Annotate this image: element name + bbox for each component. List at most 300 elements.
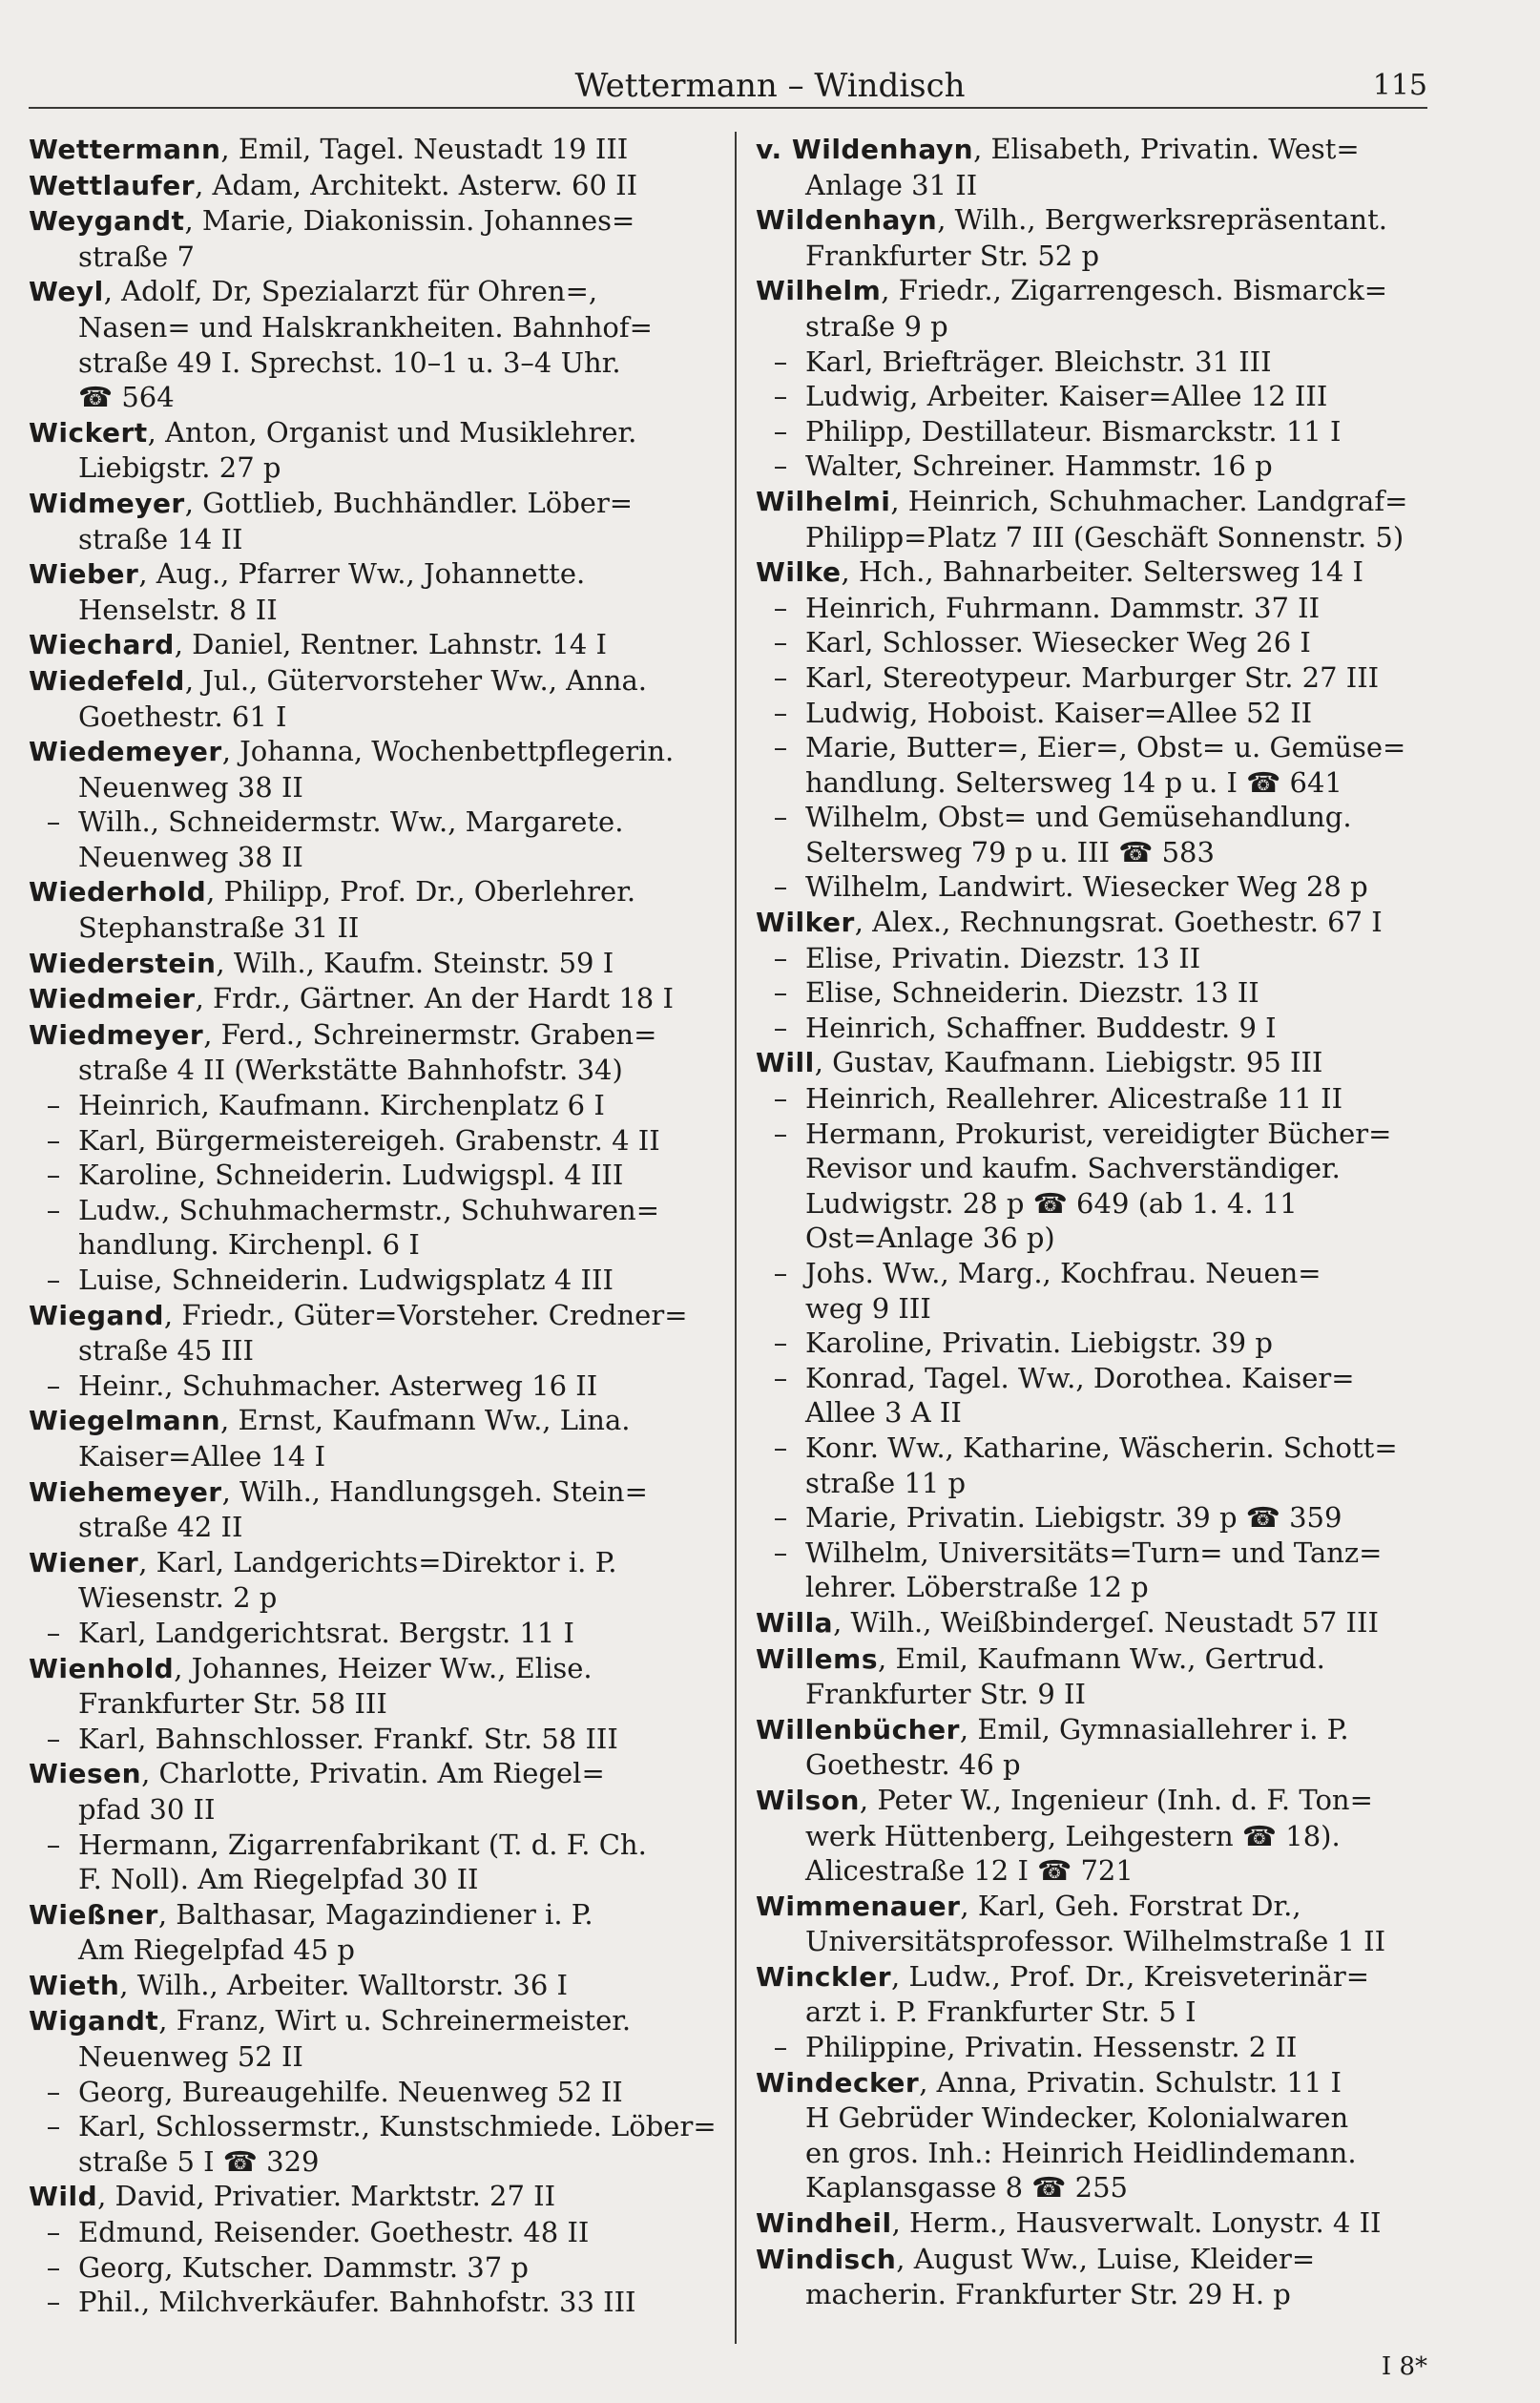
entry-text: Philippine, Privatin. Hessenstr. 2 II — [805, 2031, 1298, 2064]
entry-continuation — [29, 1686, 739, 1722]
entry-text: , Gottlieb, Buchhändler. Löber= — [184, 486, 634, 519]
directory-entry — [29, 486, 739, 522]
directory-subentry — [756, 2030, 1467, 2065]
entry-text: Ost=Anlage 36 p) — [805, 1222, 1055, 1255]
entry-text: Wiesenstr. 2 p — [78, 1581, 278, 1615]
entry-surname: Wiedefeld — [29, 664, 185, 697]
ditto-dash: – — [46, 1828, 61, 1861]
entry-surname: Wilson — [756, 1784, 860, 1816]
entry-text: , Daniel, Rentner. Lahnstr. 14 I — [174, 628, 607, 661]
entry-text: , August Ww., Luise, Kleider= — [896, 2242, 1316, 2275]
directory-subentry — [29, 2109, 739, 2144]
entry-text: handlung. Kirchenpl. 6 I — [78, 1228, 420, 1262]
entry-surname: Wiechard — [29, 629, 175, 661]
directory-subentry — [29, 1123, 739, 1159]
ditto-dash: – — [46, 805, 61, 839]
entry-text: , Jul., Gütervorsteher Ww., Anna. — [184, 663, 647, 697]
entry-text: Wilhelm, Universitäts=Turn= und Tanz= — [805, 1536, 1383, 1569]
directory-subentry — [29, 804, 739, 840]
entry-text: , Gustav, Kaufmann. Liebigstr. 95 III — [814, 1046, 1323, 1079]
entry-surname: Wilhelmi — [756, 485, 891, 517]
entry-text: Universitätsprofessor. Wilhelmstraße 1 II — [805, 1925, 1386, 1958]
entry-continuation — [756, 2170, 1467, 2205]
directory-subentry — [756, 414, 1467, 449]
ditto-dash: – — [46, 2110, 61, 2143]
entry-text: ☎ 564 — [78, 381, 175, 414]
entry-surname: Wiehemeyer — [29, 1475, 222, 1508]
ditto-dash: – — [773, 345, 788, 378]
entry-text: Phil., Milchverkäufer. Bahnhofstr. 33 III — [78, 2286, 636, 2319]
entry-continuation — [29, 1933, 739, 1968]
entry-continuation — [756, 2277, 1467, 2312]
ditto-dash: – — [773, 976, 788, 1010]
entry-text: , Wilh., Bergwerksrepräsentant. — [937, 203, 1387, 237]
entry-surname: Wiederhold — [29, 876, 207, 909]
entry-text: straße 49 I. Sprechst. 10–1 u. 3–4 Uhr. — [78, 345, 621, 379]
entry-continuation — [756, 309, 1467, 345]
entry-text: Wilhelm, Landwirt. Wiesecker Weg 28 p — [805, 870, 1368, 904]
ditto-dash: – — [773, 380, 788, 413]
entry-text: Hermann, Prokurist, vereidigter Bücher= — [805, 1117, 1392, 1150]
ditto-dash: – — [773, 1431, 788, 1464]
entry-text: Konrad, Tagel. Ww., Dorothea. Kaiser= — [805, 1361, 1355, 1394]
ditto-dash: – — [773, 941, 788, 974]
entry-continuation — [756, 1186, 1467, 1222]
entry-text: , Balthasar, Magazindiener i. P. — [157, 1897, 593, 1931]
directory-subentry — [756, 379, 1467, 414]
entry-continuation — [29, 1053, 739, 1088]
entry-text: Johs. Ww., Marg., Kochfrau. Neuen= — [805, 1257, 1321, 1289]
entry-surname: Winckler — [756, 1960, 892, 1993]
directory-entry — [29, 734, 739, 770]
entry-text: Karl, Bahnschlosser. Frankf. Str. 58 III — [78, 1722, 618, 1755]
entry-text: straße 4 II (Werkstätte Bahnhofstr. 34) — [78, 1054, 623, 1087]
entry-surname: Wild — [29, 2181, 98, 2213]
entry-text: Karl, Schlossermstr., Kunstschmiede. Löber= — [78, 2110, 717, 2143]
entry-text: Ludwigstr. 28 p ☎ 649 (ab 1. 4. 11 — [805, 1186, 1298, 1220]
entry-text: , Wilh., Arbeiter. Walltorstr. 36 I — [119, 1968, 568, 2001]
directory-subentry — [756, 696, 1467, 731]
entry-text: Georg, Kutscher. Dammstr. 37 p — [78, 2250, 529, 2284]
entry-text: Heinrich, Reallehrer. Alicestraße 11 II — [805, 1082, 1343, 1116]
entry-surname: Windecker — [756, 2066, 920, 2099]
entry-text: , Alex., Rechnungsrat. Goethestr. 67 I — [854, 906, 1383, 939]
entry-text: straße 9 p — [805, 309, 948, 343]
entry-surname: Widmeyer — [29, 487, 185, 519]
entry-text: Karl, Schlosser. Wiesecker Weg 26 I — [805, 626, 1311, 659]
entry-continuation — [29, 2039, 739, 2075]
ditto-dash: – — [773, 1082, 788, 1116]
entry-text: Am Riegelpfad 45 p — [78, 1933, 355, 1967]
entry-text: , Hch., Bahnarbeiter. Seltersweg 14 I — [841, 555, 1363, 589]
entry-continuation — [756, 1853, 1467, 1889]
entry-text: pfad 30 II — [78, 1792, 216, 1826]
entry-text: Neuenweg 38 II — [78, 840, 303, 873]
entry-text: Philipp, Destillateur. Bismarckstr. 11 I — [805, 414, 1342, 448]
ditto-dash: – — [773, 1257, 788, 1289]
directory-entry — [29, 1968, 739, 2004]
directory-entry — [29, 946, 739, 982]
directory-entry — [29, 203, 739, 240]
entry-continuation — [29, 1862, 739, 1897]
directory-subentry — [29, 2215, 739, 2250]
entry-text: handlung. Seltersweg 14 p u. I ☎ 641 — [805, 765, 1342, 799]
directory-subentry — [756, 800, 1467, 835]
entry-surname: Wiedmeyer — [29, 1018, 204, 1051]
entry-surname: Wildenhayn — [756, 204, 938, 237]
directory-entry — [29, 132, 739, 168]
entry-text: , Charlotte, Privatin. Am Riegel= — [141, 1757, 605, 1790]
directory-entry — [29, 1017, 739, 1054]
entry-text: Stephanstraße 31 II — [78, 911, 360, 945]
directory-subentry — [29, 1263, 739, 1298]
entry-continuation — [29, 910, 739, 946]
entry-text: Heinrich, Kaufmann. Kirchenplatz 6 I — [78, 1089, 605, 1122]
entry-text: , Ludw., Prof. Dr., Kreisveterinär= — [891, 1959, 1370, 1993]
directory-entry — [29, 1651, 739, 1687]
ditto-dash: – — [773, 591, 788, 624]
entry-text: Karl, Landgerichtsrat. Bergstr. 11 I — [78, 1616, 575, 1649]
entry-text: , Karl, Geh. Forstrat Dr., — [960, 1889, 1301, 1922]
entry-continuation — [29, 1439, 739, 1474]
entry-text: , Friedr., Güter=Vorsteher. Credner= — [163, 1298, 688, 1331]
entry-continuation — [756, 2100, 1467, 2136]
directory-subentry — [29, 1828, 739, 1863]
entry-surname: Weyl — [29, 276, 104, 308]
entry-text: Karl, Bürgermeistereigeh. Grabenstr. 4 II — [78, 1123, 660, 1157]
directory-entry — [756, 484, 1467, 520]
entry-text: , Peter W., Ingenieur (Inh. d. F. Ton= — [859, 1783, 1373, 1816]
entry-continuation — [29, 1333, 739, 1369]
entry-text: straße 45 III — [78, 1334, 254, 1368]
entry-text: Frankfurter Str. 9 II — [805, 1678, 1086, 1711]
directory-entry — [29, 1897, 739, 1933]
entry-text: Karoline, Schneiderin. Ludwigspl. 4 III — [78, 1159, 624, 1192]
directory-subentry — [756, 1500, 1467, 1536]
entry-text: Goethestr. 46 p — [805, 1748, 1021, 1782]
left-column — [29, 132, 739, 2320]
entry-surname: Wiedemeyer — [29, 736, 222, 768]
entry-surname: Weygandt — [29, 205, 185, 238]
entry-text: , Herm., Hausverwalt. Lonystr. 4 II — [891, 2206, 1382, 2240]
entry-text: , Anna, Privatin. Schulstr. 11 I — [919, 2065, 1342, 2099]
entry-continuation — [756, 1570, 1467, 1605]
directory-entry — [29, 1298, 739, 1334]
ditto-dash: – — [773, 1501, 788, 1535]
directory-entry — [29, 168, 739, 204]
entry-surname: Wettlaufer — [29, 169, 196, 201]
entry-text: straße 42 II — [78, 1511, 243, 1544]
entry-continuation — [756, 1747, 1467, 1783]
entry-text: werk Hüttenberg, Leihgestern ☎ 18). — [805, 1819, 1341, 1852]
entry-text: Philipp=Platz 7 III (Geschäft Sonnenstr. 5) — [805, 520, 1405, 554]
directory-entry — [29, 627, 739, 663]
entry-continuation — [29, 1580, 739, 1616]
directory-entry — [29, 415, 739, 451]
entry-continuation — [29, 240, 739, 275]
directory-entry — [756, 2205, 1467, 2242]
entry-text: , Heinrich, Schuhmacher. Landgraf= — [890, 484, 1408, 517]
entry-text: Alicestraße 12 I ☎ 721 — [805, 1854, 1134, 1888]
directory-subentry — [756, 1256, 1467, 1291]
entry-surname: Wickert — [29, 416, 148, 449]
directory-entry — [756, 1605, 1467, 1641]
entry-continuation — [29, 345, 739, 381]
entry-text: , Emil, Kaufmann Ww., Gertrud. — [878, 1641, 1325, 1675]
entry-text: , Wilh., Weißbindergeſ. Neustadt 57 III — [833, 1605, 1379, 1639]
ditto-dash: – — [773, 1327, 788, 1360]
directory-entry — [756, 2242, 1467, 2278]
entry-text: straße 5 I ☎ 329 — [78, 2144, 320, 2178]
directory-entry — [29, 1756, 739, 1792]
entry-text: Ludw., Schuhmachermstr., Schuhwaren= — [78, 1193, 660, 1226]
directory-subentry — [756, 975, 1467, 1011]
entry-text: Georg, Bureaugehilfe. Neuenweg 52 II — [78, 2075, 623, 2108]
entry-surname: Wieth — [29, 1969, 120, 2001]
directory-subentry — [29, 2250, 739, 2286]
entry-continuation — [29, 593, 739, 628]
entry-text: Karoline, Privatin. Liebigstr. 39 p — [805, 1327, 1273, 1360]
entry-surname: Wimmenauer — [756, 1890, 961, 1922]
directory-subentry — [756, 345, 1467, 380]
entry-text: , Johannes, Heizer Ww., Elise. — [174, 1651, 593, 1684]
entry-text: Goethestr. 61 I — [78, 700, 287, 733]
entry-text: , Franz, Wirt u. Schreinermeister. — [158, 2004, 632, 2037]
entry-surname: Wieber — [29, 558, 139, 591]
entry-continuation — [29, 310, 739, 345]
entry-continuation — [29, 2144, 739, 2180]
entry-text: straße 11 p — [805, 1466, 967, 1499]
entry-continuation — [756, 1924, 1467, 1959]
entry-text: , Adolf, Dr, Spezialarzt für Ohren=, — [103, 275, 598, 308]
directory-subentry — [29, 1158, 739, 1193]
ditto-dash: – — [46, 2250, 61, 2284]
entry-surname: Willa — [756, 1606, 834, 1639]
entry-text: , Emil, Tagel. Neustadt 19 III — [220, 133, 629, 165]
entry-continuation — [29, 450, 739, 486]
entry-text: Neuenweg 38 II — [78, 770, 303, 804]
directory-subentry — [29, 1722, 739, 1757]
ditto-dash: – — [773, 1011, 788, 1044]
entry-surname: Wiegelmann — [29, 1405, 221, 1437]
entry-surname: Wiener — [29, 1546, 139, 1578]
directory-entry — [756, 554, 1467, 591]
entry-text: , Wilh., Handlungsgeh. Stein= — [221, 1474, 648, 1508]
entry-surname: Wiegand — [29, 1299, 164, 1331]
directory-entry — [29, 874, 739, 910]
entry-text: weg 9 III — [805, 1291, 931, 1325]
entry-text: Wilhelm, Obst= und Gemüsehandlung. — [805, 801, 1352, 834]
entry-text: lehrer. Löberstraße 12 p — [805, 1571, 1149, 1604]
directory-entry — [756, 1641, 1467, 1678]
entry-surname: Wiesen — [29, 1758, 142, 1790]
directory-subentry — [756, 449, 1467, 484]
page-number: 115 — [1372, 69, 1427, 102]
directory-entry — [29, 1545, 739, 1581]
entry-text: , Emil, Gymnasiallehrer i. P. — [959, 1712, 1349, 1745]
directory-entry — [756, 1889, 1467, 1925]
directory-subentry — [29, 1088, 739, 1123]
directory-entry — [29, 1474, 739, 1511]
ditto-dash: – — [46, 1089, 61, 1122]
entry-continuation — [756, 239, 1467, 274]
entry-text: , Adam, Architekt. Asterw. 60 II — [195, 168, 638, 201]
entry-continuation — [29, 1792, 739, 1828]
directory-entry — [756, 202, 1467, 239]
ditto-dash: – — [46, 1193, 61, 1226]
column-divider — [735, 132, 737, 2344]
entry-text: Marie, Butter=, Eier=, Obst= u. Gemüse= — [805, 731, 1406, 764]
entry-text: , Elisabeth, Privatin. West= — [973, 133, 1360, 165]
directory-entry — [756, 2065, 1467, 2101]
entry-text: Heinr., Schuhmacher. Asterweg 16 II — [78, 1369, 598, 1402]
entry-text: macherin. Frankfurter Str. 29 H. p — [805, 2278, 1291, 2311]
directory-subentry — [29, 2075, 739, 2110]
entry-continuation — [756, 1221, 1467, 1256]
entry-surname: Wiederstein — [29, 947, 217, 979]
entry-surname: Will — [756, 1047, 815, 1079]
entry-continuation — [756, 1995, 1467, 2030]
entry-surname: Wienhold — [29, 1652, 175, 1684]
entry-text: , David, Privatier. Marktstr. 27 II — [97, 2180, 556, 2213]
entry-text: Kaiser=Allee 14 I — [78, 1439, 326, 1473]
entry-continuation — [756, 1395, 1467, 1431]
entry-surname: Wettermann — [29, 134, 221, 165]
ditto-dash: – — [773, 449, 788, 483]
entry-text: Neuenweg 52 II — [78, 2040, 303, 2074]
ditto-dash: – — [773, 801, 788, 834]
directory-entry — [756, 1959, 1467, 1996]
entry-text: F. Noll). Am Riegelpfad 30 II — [78, 1863, 479, 1896]
entry-text: Frankfurter Str. 52 p — [805, 239, 1100, 272]
ditto-dash: – — [46, 1159, 61, 1192]
entry-text: Liebigstr. 27 p — [78, 451, 281, 485]
entry-continuation — [29, 1227, 739, 1263]
entry-text: Karl, Stereotypeur. Marburger Str. 27 III — [805, 660, 1380, 694]
ditto-dash: – — [773, 1117, 788, 1150]
directory-subentry — [756, 1361, 1467, 1396]
directory-entry — [29, 274, 739, 310]
directory-subentry — [29, 2285, 739, 2320]
entry-continuation — [29, 522, 739, 557]
directory-entry — [756, 905, 1467, 941]
directory-subentry — [756, 660, 1467, 696]
entry-continuation — [756, 1819, 1467, 1854]
entry-continuation — [756, 520, 1467, 555]
directory-subentry — [756, 1081, 1467, 1117]
entry-text: Heinrich, Fuhrmann. Dammstr. 37 II — [805, 591, 1321, 624]
ditto-dash: – — [46, 1123, 61, 1157]
ditto-dash: – — [773, 1361, 788, 1394]
entry-text: Henselstr. 8 II — [78, 593, 278, 626]
directory-subentry — [756, 1536, 1467, 1571]
directory-subentry — [756, 1431, 1467, 1466]
entry-text: Konr. Ww., Katharine, Wäscherin. Schott= — [805, 1431, 1398, 1464]
entry-text: , Ernst, Kaufmann Ww., Lina. — [220, 1404, 631, 1437]
entry-text: Seltersweg 79 p u. III ☎ 583 — [805, 835, 1215, 868]
entry-text: Nasen= und Halskrankheiten. Bahnhof= — [78, 310, 653, 344]
entry-text: Hermann, Zigarrenfabrikant (T. d. F. Ch. — [78, 1828, 647, 1861]
entry-surname: Wilker — [756, 907, 855, 939]
page-header — [0, 67, 1540, 113]
entry-continuation — [756, 1291, 1467, 1327]
directory-entry — [29, 981, 739, 1017]
ditto-dash: – — [773, 626, 788, 659]
entry-text: Ludwig, Hoboist. Kaiser=Allee 52 II — [805, 696, 1313, 729]
entry-text: Walter, Schreiner. Hammstr. 16 p — [805, 449, 1273, 483]
entry-surname: Wilhelm — [756, 275, 882, 307]
entry-text: arzt i. P. Frankfurter Str. 5 I — [805, 1996, 1197, 2029]
entry-text: , Marie, Diakonissin. Johannes= — [184, 204, 635, 238]
entry-continuation — [756, 835, 1467, 870]
entry-text: Elise, Schneiderin. Diezstr. 13 II — [805, 976, 1259, 1010]
entry-text: Allee 3 A II — [805, 1396, 962, 1430]
header-rule — [29, 107, 1427, 109]
directory-entry — [29, 663, 739, 700]
ditto-dash: – — [773, 1536, 788, 1569]
entry-continuation — [756, 1677, 1467, 1712]
ditto-dash: – — [46, 2075, 61, 2108]
directory-entry — [29, 2179, 739, 2215]
entry-text: Kaplansgasse 8 ☎ 255 — [805, 2171, 1129, 2204]
entry-text: Anlage 31 II — [805, 168, 978, 201]
ditto-dash: – — [773, 2031, 788, 2064]
entry-text: , Johanna, Wochenbettpflegerin. — [221, 735, 675, 768]
entry-text: , Philipp, Prof. Dr., Oberlehrer. — [206, 875, 636, 909]
entry-text: Karl, Briefträger. Bleichstr. 31 III — [805, 345, 1272, 378]
entry-surname: Wießner — [29, 1898, 158, 1931]
entry-continuation — [756, 1466, 1467, 1501]
directory-subentry — [756, 941, 1467, 976]
sheet-signature: I 8* — [1381, 2352, 1427, 2381]
ditto-dash: – — [773, 696, 788, 729]
entry-surname: Wigandt — [29, 2005, 159, 2037]
directory-subentry — [29, 1193, 739, 1228]
entry-surname: Windisch — [756, 2243, 897, 2275]
directory-entry — [29, 556, 739, 593]
entry-text: , Friedr., Zigarrengesch. Bismarck= — [881, 274, 1388, 307]
entry-text: , Frdr., Gärtner. An der Hardt 18 I — [195, 982, 674, 1015]
entry-text: Edmund, Reisender. Goethestr. 48 II — [78, 2216, 590, 2249]
ditto-dash: – — [773, 414, 788, 448]
entry-text: Heinrich, Schaffner. Buddestr. 9 I — [805, 1011, 1277, 1044]
page-title: Wettermann – Windisch — [574, 67, 966, 105]
entry-text: , Wilh., Kaufm. Steinstr. 59 I — [216, 946, 614, 979]
entry-text: , Aug., Pfarrer Ww., Johannette. — [138, 557, 586, 591]
directory-subentry — [29, 1616, 739, 1651]
ditto-dash: – — [46, 1264, 61, 1296]
directory-entry — [756, 273, 1467, 309]
directory-entry — [756, 1045, 1467, 1081]
entry-continuation — [29, 700, 739, 735]
entry-text: , Anton, Organist und Musiklehrer. — [147, 415, 637, 449]
ditto-dash: – — [46, 1616, 61, 1649]
entry-text: straße 14 II — [78, 522, 243, 555]
entry-text: Frankfurter Str. 58 III — [78, 1687, 387, 1721]
ditto-dash: – — [773, 731, 788, 764]
entry-continuation — [756, 1151, 1467, 1186]
entry-text: Luise, Schneiderin. Ludwigsplatz 4 III — [78, 1264, 614, 1296]
directory-entry — [756, 1783, 1467, 1819]
directory-entry — [29, 2003, 739, 2039]
directory-subentry — [756, 1326, 1467, 1361]
entry-text: Wilh., Schneidermstr. Ww., Margarete. — [78, 805, 624, 839]
ditto-dash: – — [46, 2286, 61, 2319]
entry-surname: v. Wildenhayn — [756, 134, 974, 165]
entry-continuation — [756, 168, 1467, 203]
directory-subentry — [756, 1117, 1467, 1152]
entry-text: H Gebrüder Windecker, Kolonialwaren — [805, 2101, 1349, 2135]
